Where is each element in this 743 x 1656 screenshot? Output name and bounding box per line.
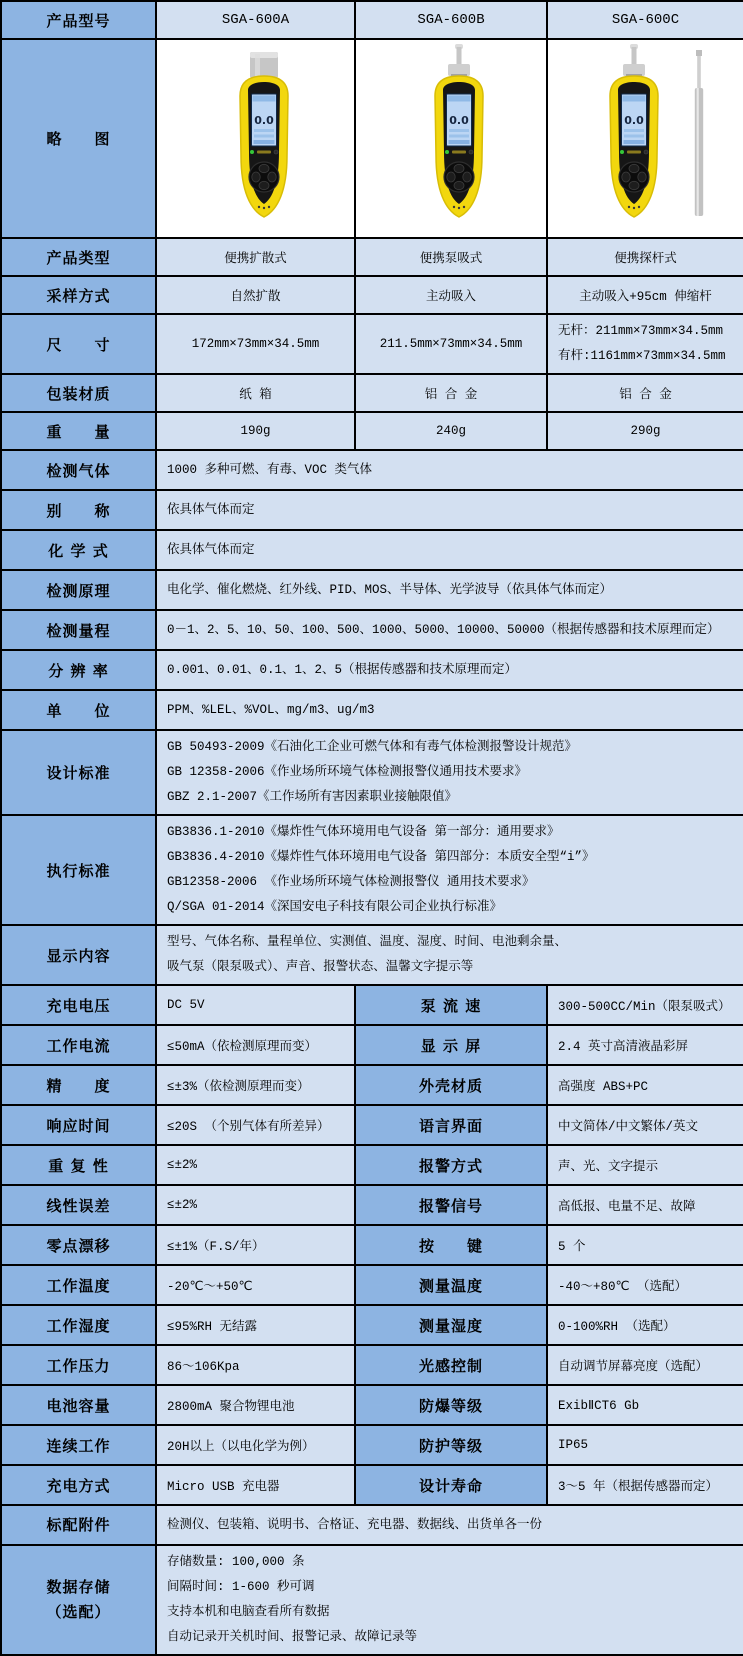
value-cell [156,925,743,985]
spec-row [1,1265,743,1305]
spec-row [1,610,743,650]
spec-row [1,1465,743,1505]
row-label-cell: 防爆等级 [355,1385,547,1425]
row-label-cell [1,1505,156,1545]
value-cell: 2800mA 聚合物锂电池 [156,1385,355,1425]
spec-row [1,238,743,276]
value-cell: 211.5mm×73mm×34.5mm [355,314,547,374]
value-cell: 190g [156,412,355,450]
product-image-sga-600c-probe-detector [547,39,743,238]
row-label-cell: 零点漂移 [1,1225,156,1265]
spec-row [1,1185,743,1225]
spec-row [1,1385,743,1425]
value-cell: 3～5 年（根据传感器而定） [547,1465,743,1505]
row-label-line: （选配） [46,1603,111,1621]
value-cell: 240g [355,412,547,450]
spec-row [1,374,743,412]
value-cell-line: 支持本机和电脑查看所有数据 [167,1605,330,1619]
row-label-cell: 分 辨 率 [1,650,156,690]
value-cell: ExibⅡCT6 Gb [547,1385,743,1425]
gas-detector-illustration [376,44,526,234]
row-label-line: 数据存储 [46,1578,111,1596]
value-cell: 便携泵吸式 [355,238,547,276]
value-cell: 20H以上（以电化学为例） [156,1425,355,1465]
row-label-cell: 测量温度 [355,1265,547,1305]
svg-text:0.0: 0.0 [623,113,644,127]
value-cell [156,490,743,530]
spec-row [1,730,743,815]
value-cell-line: GB 12358-2006《作业场所环境气体检测报警仪通用技术要求》 [167,765,528,779]
row-label-cell: 包装材质 [1,374,156,412]
value-cell: 2.4 英寸高清液晶彩屏 [547,1025,743,1065]
row-label-line: 标配附件 [46,1515,111,1534]
product-image-sga-600b-pump-detector [355,39,547,238]
row-label-cell: 报警方式 [355,1145,547,1185]
spec-row [1,815,743,925]
value-cell [156,730,743,815]
row-label-cell [1,1545,156,1655]
row-label-cell: 测量湿度 [355,1305,547,1345]
value-cell: 声、光、文字提示 [547,1145,743,1185]
value-cell-line: PPM、%LEL、%VOL、mg/m3、ug/m3 [167,702,375,717]
row-label-cell: 线性误差 [1,1185,156,1225]
row-label-cell: 连续工作 [1,1425,156,1465]
image-row [1,39,743,238]
row-label-cell: 产品型号 [1,1,156,39]
value-cell: ≤±3%（依检测原理而变） [156,1065,355,1105]
gas-detector-illustration [571,44,721,234]
row-label-cell: 检测气体 [1,450,156,490]
value-cell-line: 间隔时间: 1-600 秒可调 [167,1580,315,1594]
row-label-cell: 电池容量 [1,1385,156,1425]
value-cell-line: Q/SGA 01-2014《深国安电子科技有限公司企业执行标准》 [167,900,503,914]
value-cell-line: 1000 多种可燃、有毒、VOC 类气体 [167,462,373,477]
spec-table-body [1,1,743,1655]
row-label-cell: 报警信号 [355,1185,547,1225]
spec-row [1,570,743,610]
value-cell: IP65 [547,1425,743,1465]
value-cell-line: 存储数量: 100,000 条 [167,1555,305,1569]
value-cell-line: GB12358-2006 《作业场所环境气体检测报警仪 通用技术要求》 [167,875,535,889]
value-cell [156,570,743,610]
spec-row [1,1225,743,1265]
value-cell: 铝 合 金 [547,374,743,412]
row-label-cell: 充电电压 [1,985,156,1025]
value-cell [156,650,743,690]
value-cell: ≤±1%（F.S/年） [156,1225,355,1265]
value-cell-line: 依具体气体而定 [167,502,255,517]
value-cell-line: 有杆:1161mm×73mm×34.5mm [558,349,726,363]
spec-row [1,276,743,314]
value-cell-line: 检测仪、包装箱、说明书、合格证、充电器、数据线、出货单各一份 [167,1517,543,1532]
value-cell-line: 型号、气体名称、量程单位、实测值、温度、湿度、时间、电池剩余量、 [167,935,568,949]
telescopic-rod-illustration [694,50,702,216]
row-label-cell: 充电方式 [1,1465,156,1505]
spec-row [1,1425,743,1465]
spec-row [1,925,743,985]
value-cell: 高低报、电量不足、故障 [547,1185,743,1225]
row-label-cell: 检测量程 [1,610,156,650]
row-label-cell: 产品类型 [1,238,156,276]
spec-row [1,985,743,1025]
value-cell [156,690,743,730]
value-cell-line: 电化学、催化燃烧、红外线、PID、MOS、半导体、光学波导（依具体气体而定） [167,582,613,597]
value-cell-line: GB3836.1-2010《爆炸性气体环境用电气设备 第一部分：通用要求》 [167,825,560,839]
model-name-cell: SGA-600C [547,1,743,39]
value-cell: 高强度 ABS+PC [547,1065,743,1105]
row-label-cell: 防护等级 [355,1425,547,1465]
spec-row [1,1505,743,1545]
value-cell: 主动吸入+95cm 伸缩杆 [547,276,743,314]
value-cell [156,530,743,570]
value-cell [156,450,743,490]
value-cell-line: 吸气泵（限泵吸式）、声音、报警状态、温馨文字提示等 [167,960,474,974]
header-row [1,1,743,39]
row-label-cell: 设计标准 [1,730,156,815]
value-cell-line: 自动记录开关机时间、报警记录、故障记录等 [167,1630,418,1644]
value-cell: 0-100%RH （选配） [547,1305,743,1345]
svg-text:0.0: 0.0 [449,113,469,127]
value-cell: ≤±2% [156,1185,355,1225]
value-cell [156,1545,743,1655]
spec-row [1,1065,743,1105]
row-label-cell: 语言界面 [355,1105,547,1145]
value-cell: -40～+80℃ （选配） [547,1265,743,1305]
row-label-cell: 响应时间 [1,1105,156,1145]
value-cell: 172mm×73mm×34.5mm [156,314,355,374]
spec-row [1,1305,743,1345]
value-cell: DC 5V [156,985,355,1025]
value-cell: 300-500CC/Min（限泵吸式） [547,985,743,1025]
spec-row [1,650,743,690]
spec-row [1,412,743,450]
row-label-cell: 采样方式 [1,276,156,314]
row-label-cell: 显 示 屏 [355,1025,547,1065]
spec-row [1,690,743,730]
row-label-cell: 检测原理 [1,570,156,610]
model-name-cell: SGA-600B [355,1,547,39]
value-cell [156,1505,743,1545]
spec-row [1,530,743,570]
value-cell-line: 0.001、0.01、0.1、1、2、5（根据传感器和技术原理而定） [167,662,518,677]
spec-row [1,1345,743,1385]
row-label-cell: 泵 流 速 [355,985,547,1025]
row-label-cell: 单 位 [1,690,156,730]
value-cell: 86～106Kpa [156,1345,355,1385]
row-label-cell: 工作湿度 [1,1305,156,1345]
row-label-cell: 化 学 式 [1,530,156,570]
spec-row [1,1025,743,1065]
row-label-cell: 光感控制 [355,1345,547,1385]
value-cell-line: 无杆：211mm×73mm×34.5mm [558,324,724,338]
model-name-cell: SGA-600A [156,1,355,39]
value-cell [547,314,743,374]
value-cell: -20℃～+50℃ [156,1265,355,1305]
gas-detector-illustration [181,44,331,234]
spec-row [1,450,743,490]
spec-row [1,314,743,374]
row-label-cell: 外壳材质 [355,1065,547,1105]
spec-row [1,1545,743,1655]
value-cell [156,610,743,650]
value-cell: 纸 箱 [156,374,355,412]
spec-row [1,1145,743,1185]
value-cell: ≤95%RH 无结露 [156,1305,355,1345]
row-label-cell: 工作温度 [1,1265,156,1305]
value-cell: ≤50mA（依检测原理而变） [156,1025,355,1065]
row-label-cell: 精 度 [1,1065,156,1105]
value-cell: ≤±2% [156,1145,355,1185]
spec-row [1,1105,743,1145]
value-cell: ≤20S （个别气体有所差异） [156,1105,355,1145]
row-label-cell: 按 键 [355,1225,547,1265]
row-label-cell: 工作电流 [1,1025,156,1065]
svg-text:0.0: 0.0 [253,113,274,127]
value-cell: Micro USB 充电器 [156,1465,355,1505]
value-cell: 自然扩散 [156,276,355,314]
value-cell: 5 个 [547,1225,743,1265]
row-label-cell: 别 称 [1,490,156,530]
row-label-cell: 执行标准 [1,815,156,925]
value-cell: 中文简体/中文繁体/英文 [547,1105,743,1145]
row-label-cell: 设计寿命 [355,1465,547,1505]
value-cell: 290g [547,412,743,450]
value-cell [156,815,743,925]
value-cell-line: GBZ 2.1-2007《工作场所有害因素职业接触限值》 [167,790,458,804]
value-cell-line: GB3836.4-2010《爆炸性气体环境用电气设备 第四部分：本质安全型“i”》 [167,850,595,864]
row-label-cell: 显示内容 [1,925,156,985]
row-label-cell: 重 量 [1,412,156,450]
value-cell: 铝 合 金 [355,374,547,412]
row-label-cell: 重 复 性 [1,1145,156,1185]
value-cell: 主动吸入 [355,276,547,314]
row-label-cell: 工作压力 [1,1345,156,1385]
value-cell-line: 0－1、2、5、10、50、100、500、1000、5000、10000、50000（根据传感器和技术原理而定） [167,622,720,637]
value-cell-line: GB 50493-2009《石油化工企业可燃气体和有毒气体检测报警设计规范》 [167,740,578,754]
spec-row [1,490,743,530]
row-label-cell: 略 图 [1,39,156,238]
value-cell: 自动调节屏幕亮度（选配） [547,1345,743,1385]
value-cell: 便携扩散式 [156,238,355,276]
product-image-sga-600a-diffusion-detector [156,39,355,238]
value-cell-line: 依具体气体而定 [167,542,255,557]
value-cell: 便携探杆式 [547,238,743,276]
row-label-cell: 尺 寸 [1,314,156,374]
